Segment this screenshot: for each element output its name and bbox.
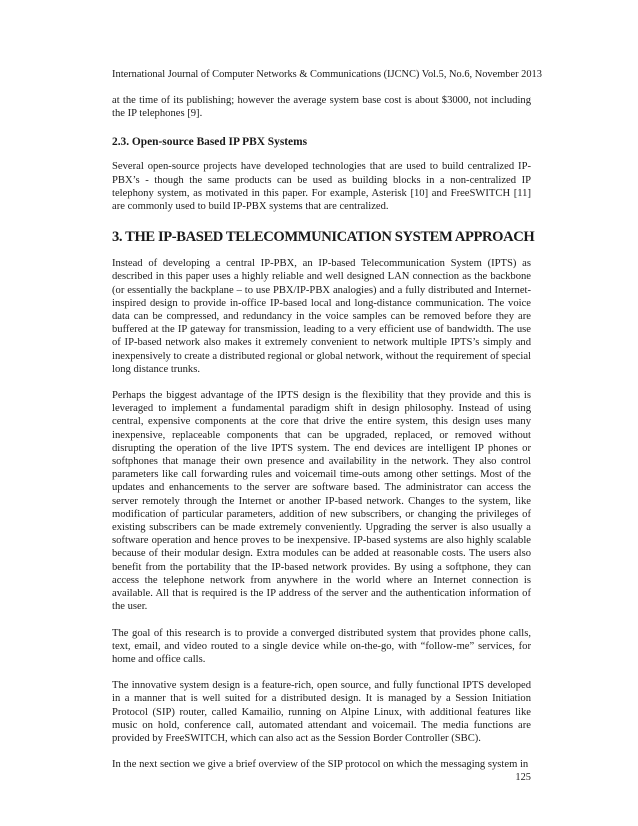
section-3-paragraph-4: The innovative system design is a feature-rich, open source, and fully functional IPTS developed in a manner that is well suited for a distributed design. It is managed by a Session Initiation Protocol (SIP) router, called Kamailio, running on Alpine Linux, with additional features like music on hold, conference call, automated attendant and voicemail. The media functions are provided by FreeSWITCH, which can also act as the Session Border Controller (SBC). [112, 680, 531, 744]
page-body [112, 94, 535, 771]
section-3-paragraph-3: The goal of this research is to provide a converged distributed system that provides phone calls, text, email, and video routed to a single device while on-the-go, with “follow-me” services, for home and office calls. [112, 627, 531, 665]
subsection-2-3-paragraph: Several open-source projects have developed technologies that are used to build centralized IP-PBX’s - though the same products can be used as building blocks in a non-centralized IP telephony system, as motivated in this paper. For example, Asterisk [10] and FreeSWITCH [11] are commonly used to build IP-PBX systems that are centralized. [112, 161, 531, 213]
section-3-paragraph-2: Perhaps the biggest advantage of the IPTS design is the flexibility that they provide and this is leveraged to implement a fundamental paradigm shift in design philosophy. Instead of using central, expensive components at the core that drive the entire system, this design uses many inexpensive, replaceable components that can be upgraded, replaced, or removed without disrupting the operation of the live IPTS system. The end devices are intelligent IP phones or softphones that manage their own presence and availability in the network. They also control parameters like call forwarding rules and voicemail time-outs among other settings. Most of the updates and enhancements to the server are software based. The administrator can access the server remotely through the Internet or another IP-based network. Changes to the system, like modification of particular parameters, addition of new subscribers, or changing the privileges of existing subscribers can be made extremely conveniently. Upgrading the server is also usually a software operation and hence proves to be inexpensive. IP-based systems are also highly scalable because of their modular design. Extra modules can be added at reasonable costs. The users also benefit from the portability that the IP-based network provides. By using a softphone, they can access the telephone network from anywhere in the world where an Internet connection is available. All that is required is the IP address of the server and the authentication information of the user. [112, 390, 531, 613]
page-number: 125 [515, 772, 531, 783]
section-3-paragraph-1: Instead of developing a central IP-PBX, an IP-based Telecommunication System (IPTS) as described in this paper uses a highly reliable and well designed LAN connection as the backbone (or essentially the backplane – to use PBX/IP-PBX analogies) and a fully distributed and Internet-inspired design to provide in-office IP-based local and long-distance communication. The voice data can be compressed, and redundancy in the voice samples can be removed before they are buffered at the IP gateway for transmission, leading to a very efficient use of bandwidth. The use of IP-based network also makes it extremely convenient to network multiple IPTS’s simply and inexpensively to create a distributed regional or global network, without the requirement of special long distance trunks. [112, 258, 531, 375]
subsection-heading-2-3: 2.3. Open-source Based IP PBX Systems [112, 136, 308, 149]
section-3-paragraph-5: In the next section we give a brief overview of the SIP protocol on which the messaging system in [112, 759, 529, 771]
continuation-paragraph: at the time of its publishing; however the average system base cost is about $3000, not including the IP telephones [9]. [112, 95, 531, 120]
running-header: International Journal of Computer Networks & Communications (IJCNC) Vol.5, No.6, November 2013 [112, 69, 542, 80]
section-heading-3: 3. THE IP-BASED TELECOMMUNICATION SYSTEM APPROACH [112, 229, 535, 246]
